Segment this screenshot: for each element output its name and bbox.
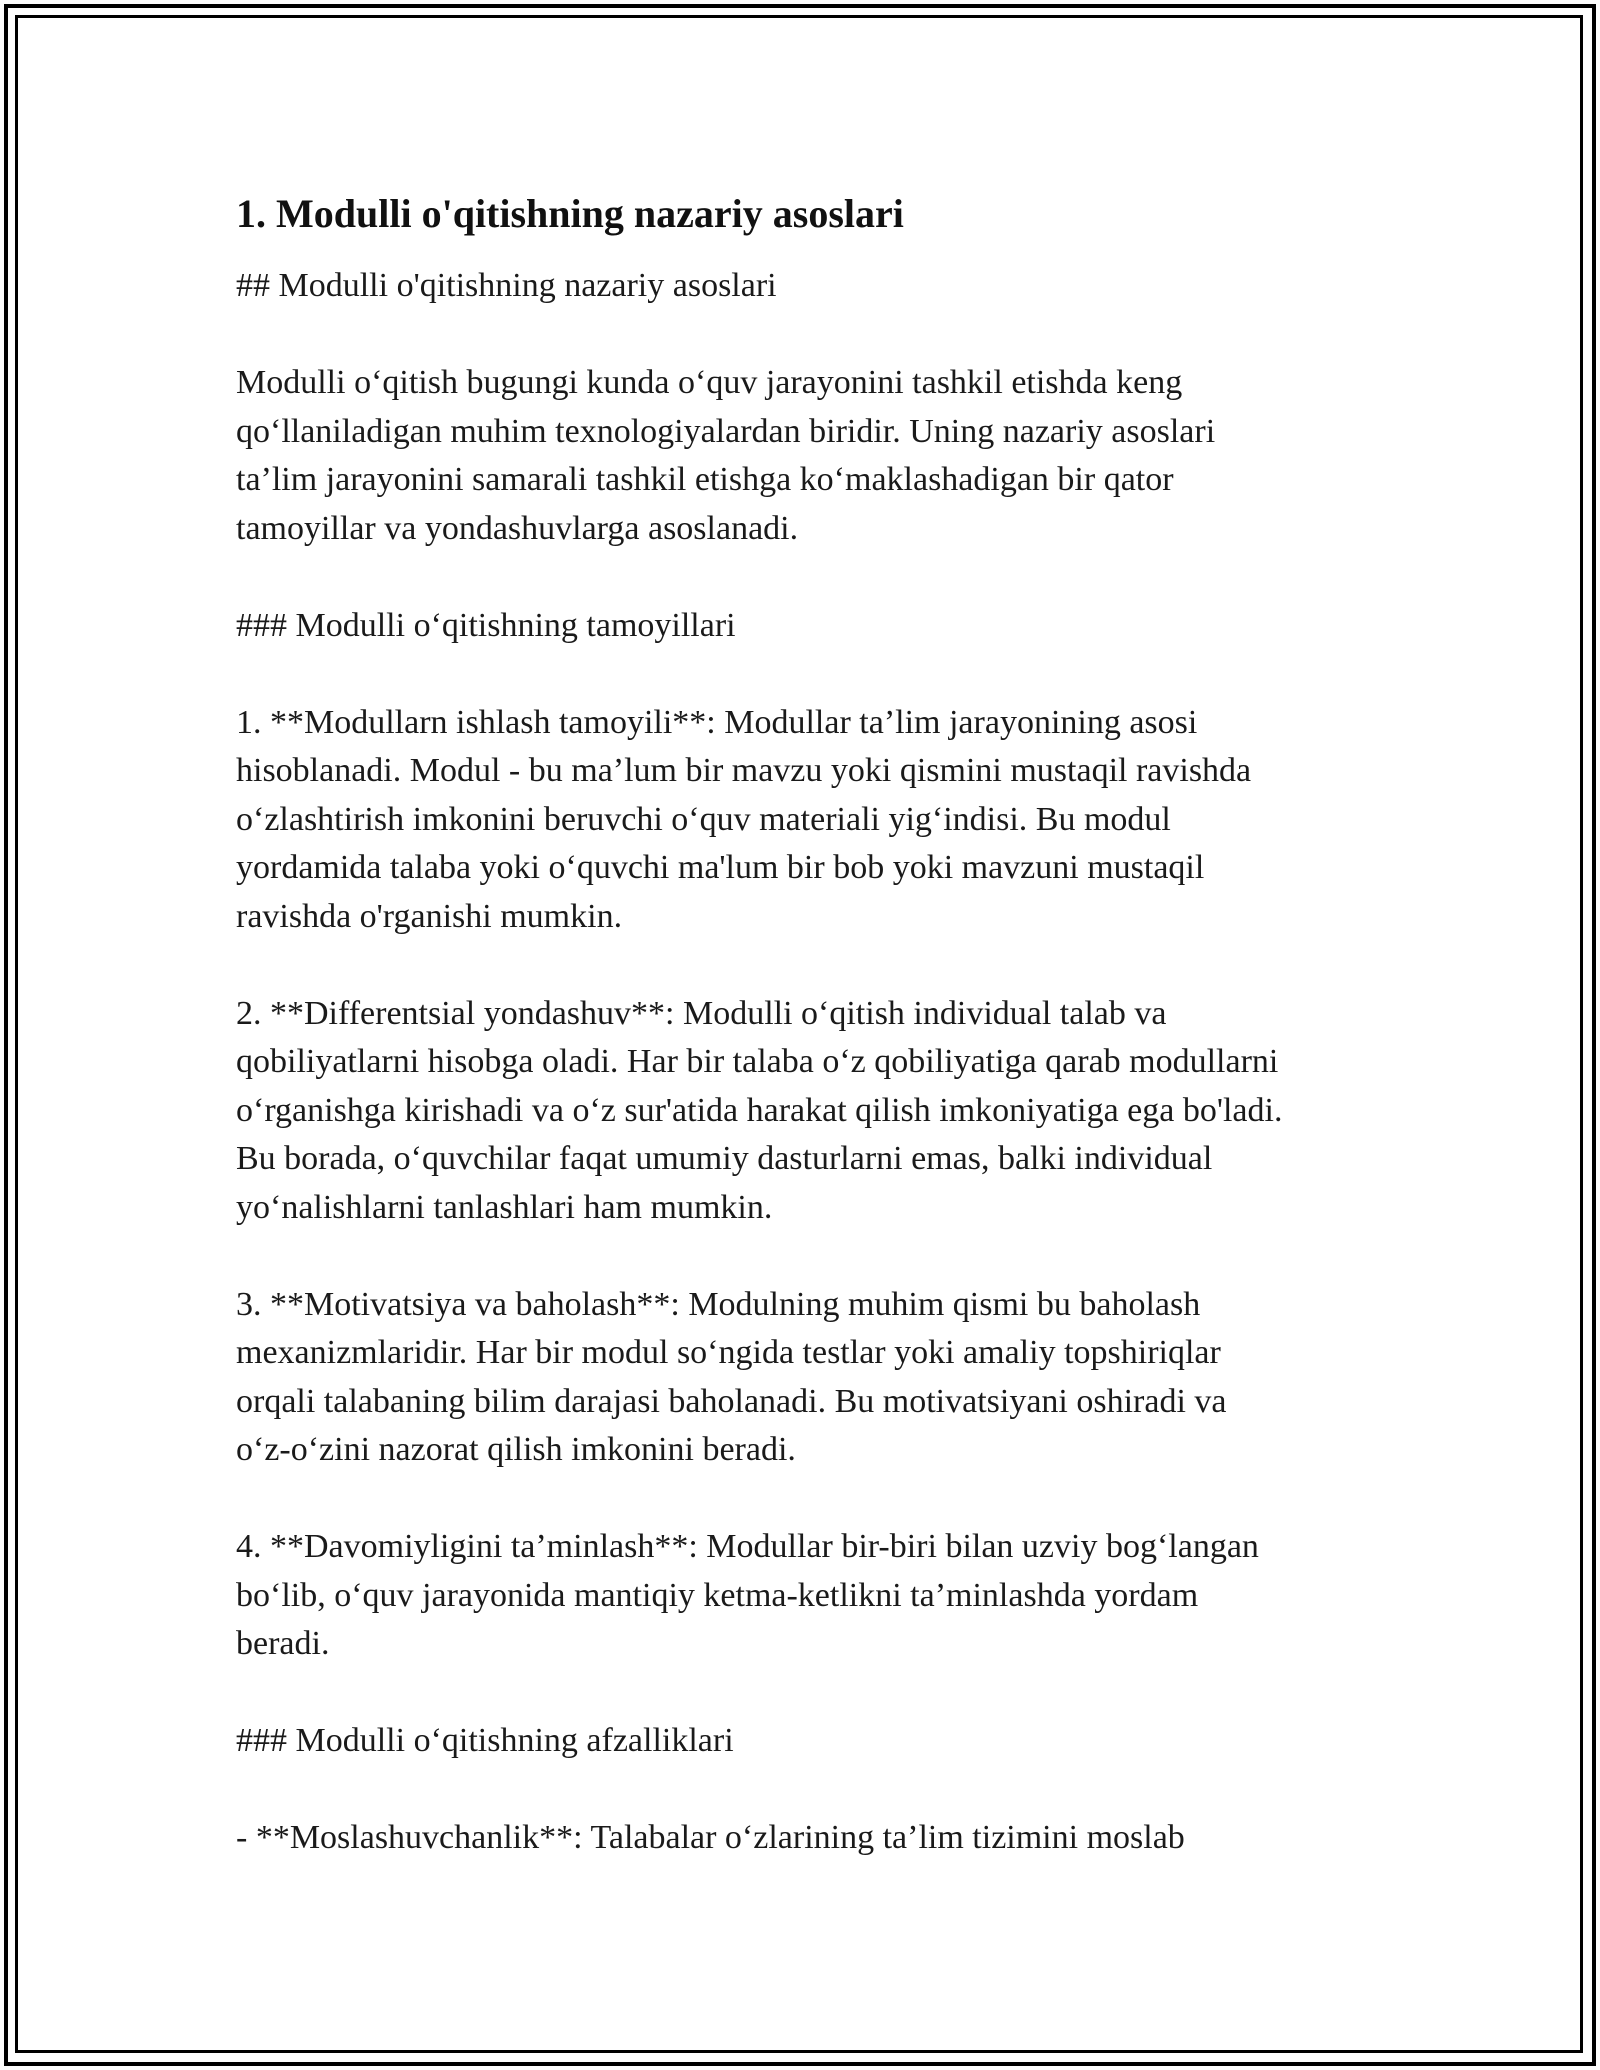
principle-item-2: 2. **Differentsial yondashuv**: Modulli o‘qitish individual talab va qobiliyatlarni hisobga oladi. Har bir talaba o‘z qobiliyatiga qarab modullarni o‘rganishga kirishadi va o‘z sur'atida harakat qilish imkoniyatiga ega bo'ladi. Bu borada, o‘quvchilar faqat umumiy dasturlarni emas, balki individual yo‘nalishlarni tanlashlari ham mumkin. — [236, 994, 1283, 1226]
principle-item-1: 1. **Modullarn ishlash tamoyili**: Modullar ta’lim jarayonining asosi hisoblanadi. Modul - bu ma’lum bir mavzu yoki qismini mustaqil ravishda o‘zlashtirish imkonini beruvchi o‘quv materiali yig‘indisi. Bu modul yordamida talaba yoki o‘quvchi ma'lum bir bob yoki mavzuni mustaqil ravishda o'rganishi mumkin. — [236, 703, 1252, 935]
heading-markdown: ## Modulli o'qitishning nazariy asoslari — [236, 267, 777, 304]
subheading-advantages: ### Modulli o‘qitishning afzalliklari — [236, 1722, 734, 1759]
document-title: 1. Modulli o'qitishning nazariy asoslari — [236, 191, 904, 236]
intro-paragraph: Modulli o‘qitish bugungi kunda o‘quv jarayonini tashkil etishda keng qo‘llaniladigan muhim texnologiyalardan biridir. Uning nazariy asoslari ta’lim jarayonini samarali tashkil etishga ko‘maklashadigan bir qator tamoyillar va yondashuvlarga asoslanadi. — [236, 364, 1216, 547]
principle-item-4: 4. **Davomiyligini ta’minlash**: Modullar bir-biri bilan uzviy bog‘langan bo‘lib, o‘quv jarayonida mantiqiy ketma-ketlikni ta’minlashda yordam beradi. — [236, 1528, 1259, 1662]
subheading-principles: ### Modulli o‘qitishning tamoyillari — [236, 606, 736, 644]
advantage-item-1: - **Moslashuvchanlik**: Talabalar o‘zlarining ta’lim tizimini moslab — [236, 1819, 1185, 1856]
principle-item-3: 3. **Motivatsiya va baholash**: Modulning muhim qismi bu baholash mexanizmlaridir. Har bir modul so‘ngida testlar yoki amaliy topshiriqlar orqali talabaning bilim darajasi baholanadi. Bu motivatsiyani oshiradi va o‘z-o‘zini nazorat qilish imkonini beradi. — [236, 1285, 1227, 1468]
document-body — [236, 188, 1386, 1911]
